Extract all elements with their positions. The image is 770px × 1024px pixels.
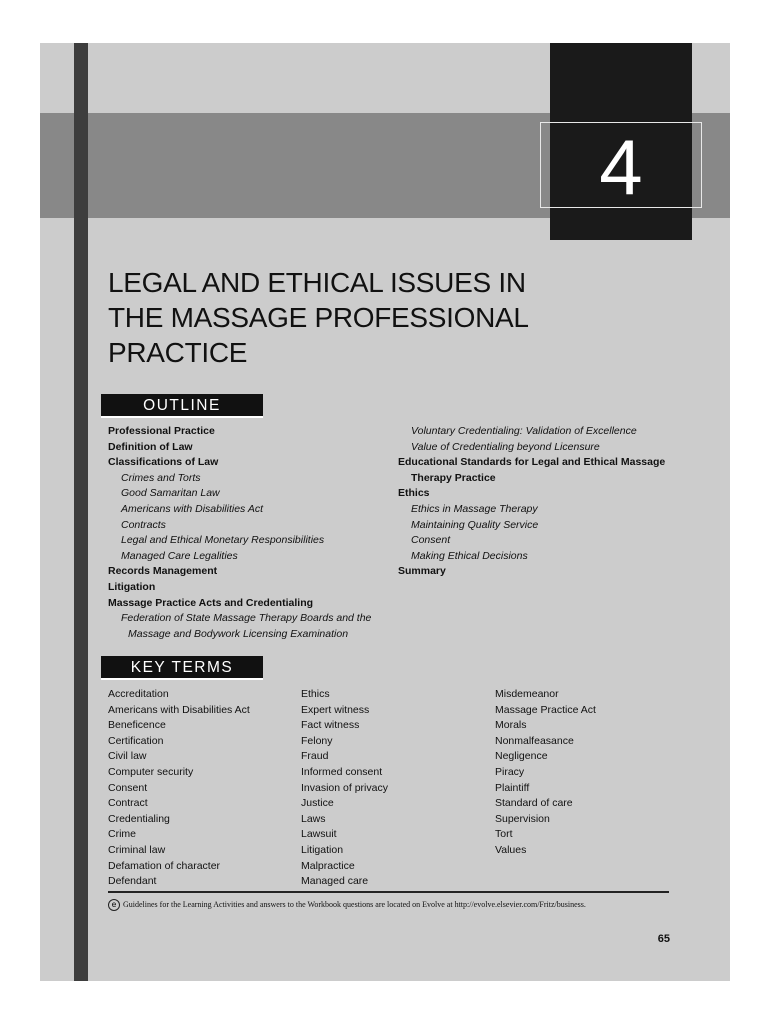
outline-subitem: Value of Credentialing beyond Licensure (411, 440, 600, 453)
key-term: Nonmalfeasance (495, 734, 574, 747)
key-term: Defendant (108, 875, 157, 888)
outline-heading-item: Therapy Practice (411, 471, 496, 484)
title-line: PRACTICE (108, 337, 248, 368)
key-term: Consent (108, 781, 148, 794)
page-number: 65 (657, 933, 670, 945)
key-terms-column-1 (108, 687, 250, 890)
key-term: Values (495, 843, 527, 856)
key-term: Piracy (495, 765, 525, 778)
outline-right-column (398, 424, 698, 580)
key-term: Invasion of privacy (301, 781, 388, 794)
outline-left-column (108, 424, 388, 642)
key-term: Computer security (108, 765, 194, 778)
outline-heading-item: Litigation (108, 580, 156, 593)
spine-bar (74, 43, 88, 981)
key-term: Beneficence (108, 719, 166, 732)
outline-heading-item: Ethics (398, 487, 430, 500)
key-term: Supervision (495, 812, 550, 825)
key-term: Contract (108, 797, 148, 810)
key-term: Informed consent (301, 765, 383, 778)
key-term: Ethics (301, 688, 330, 700)
outline-subitem: Crimes and Torts (121, 471, 201, 484)
evolve-note-text: Guidelines for the Learning Activities and answers to the Workbook questions are located on Evolve at http://evolve.elsevier.com/Fritz/business. (123, 900, 586, 909)
key-term: Lawsuit (301, 828, 337, 841)
outline-heading-item: Classifications of Law (108, 456, 219, 469)
key-term: Fraud (301, 750, 329, 763)
outline-subitem: Maintaining Quality Service (411, 518, 539, 531)
key-term: Certification (108, 734, 164, 747)
key-terms-column-3 (495, 687, 596, 859)
key-term: Morals (495, 719, 527, 732)
key-term: Accreditation (108, 688, 169, 700)
key-term: Defamation of character (108, 859, 221, 872)
key-term: Laws (301, 812, 326, 825)
outline-subitem: Ethics in Massage Therapy (411, 502, 538, 515)
key-term: Fact witness (301, 719, 360, 732)
outline-heading-item: Records Management (108, 565, 218, 578)
key-term: Credentialing (108, 812, 170, 825)
key-terms-column-2 (301, 687, 388, 890)
outline-heading-item: Massage Practice Acts and Credentialing (108, 596, 314, 609)
key-term: Negligence (495, 750, 548, 763)
key-term: Malpractice (301, 859, 355, 872)
key-terms-heading: KEY TERMS (101, 656, 263, 680)
chapter-number: 4 (599, 123, 643, 211)
outline-heading-item: Professional Practice (108, 425, 215, 437)
outline-subitem: Legal and Ethical Monetary Responsibilities (121, 534, 325, 547)
key-term: Plaintiff (495, 781, 530, 794)
key-term: Crime (108, 828, 136, 841)
outline-heading-item: Definition of Law (108, 440, 193, 453)
outline-subitem: Making Ethical Decisions (411, 549, 528, 562)
outline-heading-item: Educational Standards for Legal and Ethical Massage (398, 456, 666, 469)
key-term: Felony (301, 734, 333, 747)
outline-subitem: Good Samaritan Law (121, 487, 220, 500)
outline-subitem: Federation of State Massage Therapy Boards and the (121, 612, 372, 625)
outline-subitem: Contracts (121, 518, 166, 531)
outline-subitem: Managed Care Legalities (121, 549, 238, 562)
key-term: Expert witness (301, 703, 370, 716)
outline-subitem: Massage and Bodywork Licensing Examination (128, 627, 349, 640)
key-term: Americans with Disabilities Act (108, 703, 250, 716)
key-term: Managed care (301, 875, 369, 888)
key-term: Tort (495, 828, 513, 841)
outline-heading: OUTLINE (101, 394, 263, 418)
title-line: LEGAL AND ETHICAL ISSUES IN (108, 267, 526, 298)
key-term: Justice (301, 797, 334, 810)
chapter-title (108, 265, 548, 370)
outline-heading-item: Summary (398, 565, 446, 578)
footer-rule (108, 891, 669, 893)
key-term: Massage Practice Act (495, 703, 596, 716)
key-term: Standard of care (495, 797, 573, 810)
evolve-note (108, 898, 708, 912)
outline-subitem: Consent (411, 534, 451, 547)
key-term: Civil law (108, 750, 147, 763)
key-term: Litigation (301, 843, 344, 856)
title-line: THE MASSAGE PROFESSIONAL (108, 302, 529, 333)
outline-subitem: Voluntary Credentialing: Validation of Excellence (411, 425, 637, 437)
key-term: Criminal law (108, 843, 166, 856)
evolve-icon: e (108, 899, 120, 911)
key-term: Misdemeanor (495, 688, 559, 700)
outline-subitem: Americans with Disabilities Act (121, 502, 263, 515)
